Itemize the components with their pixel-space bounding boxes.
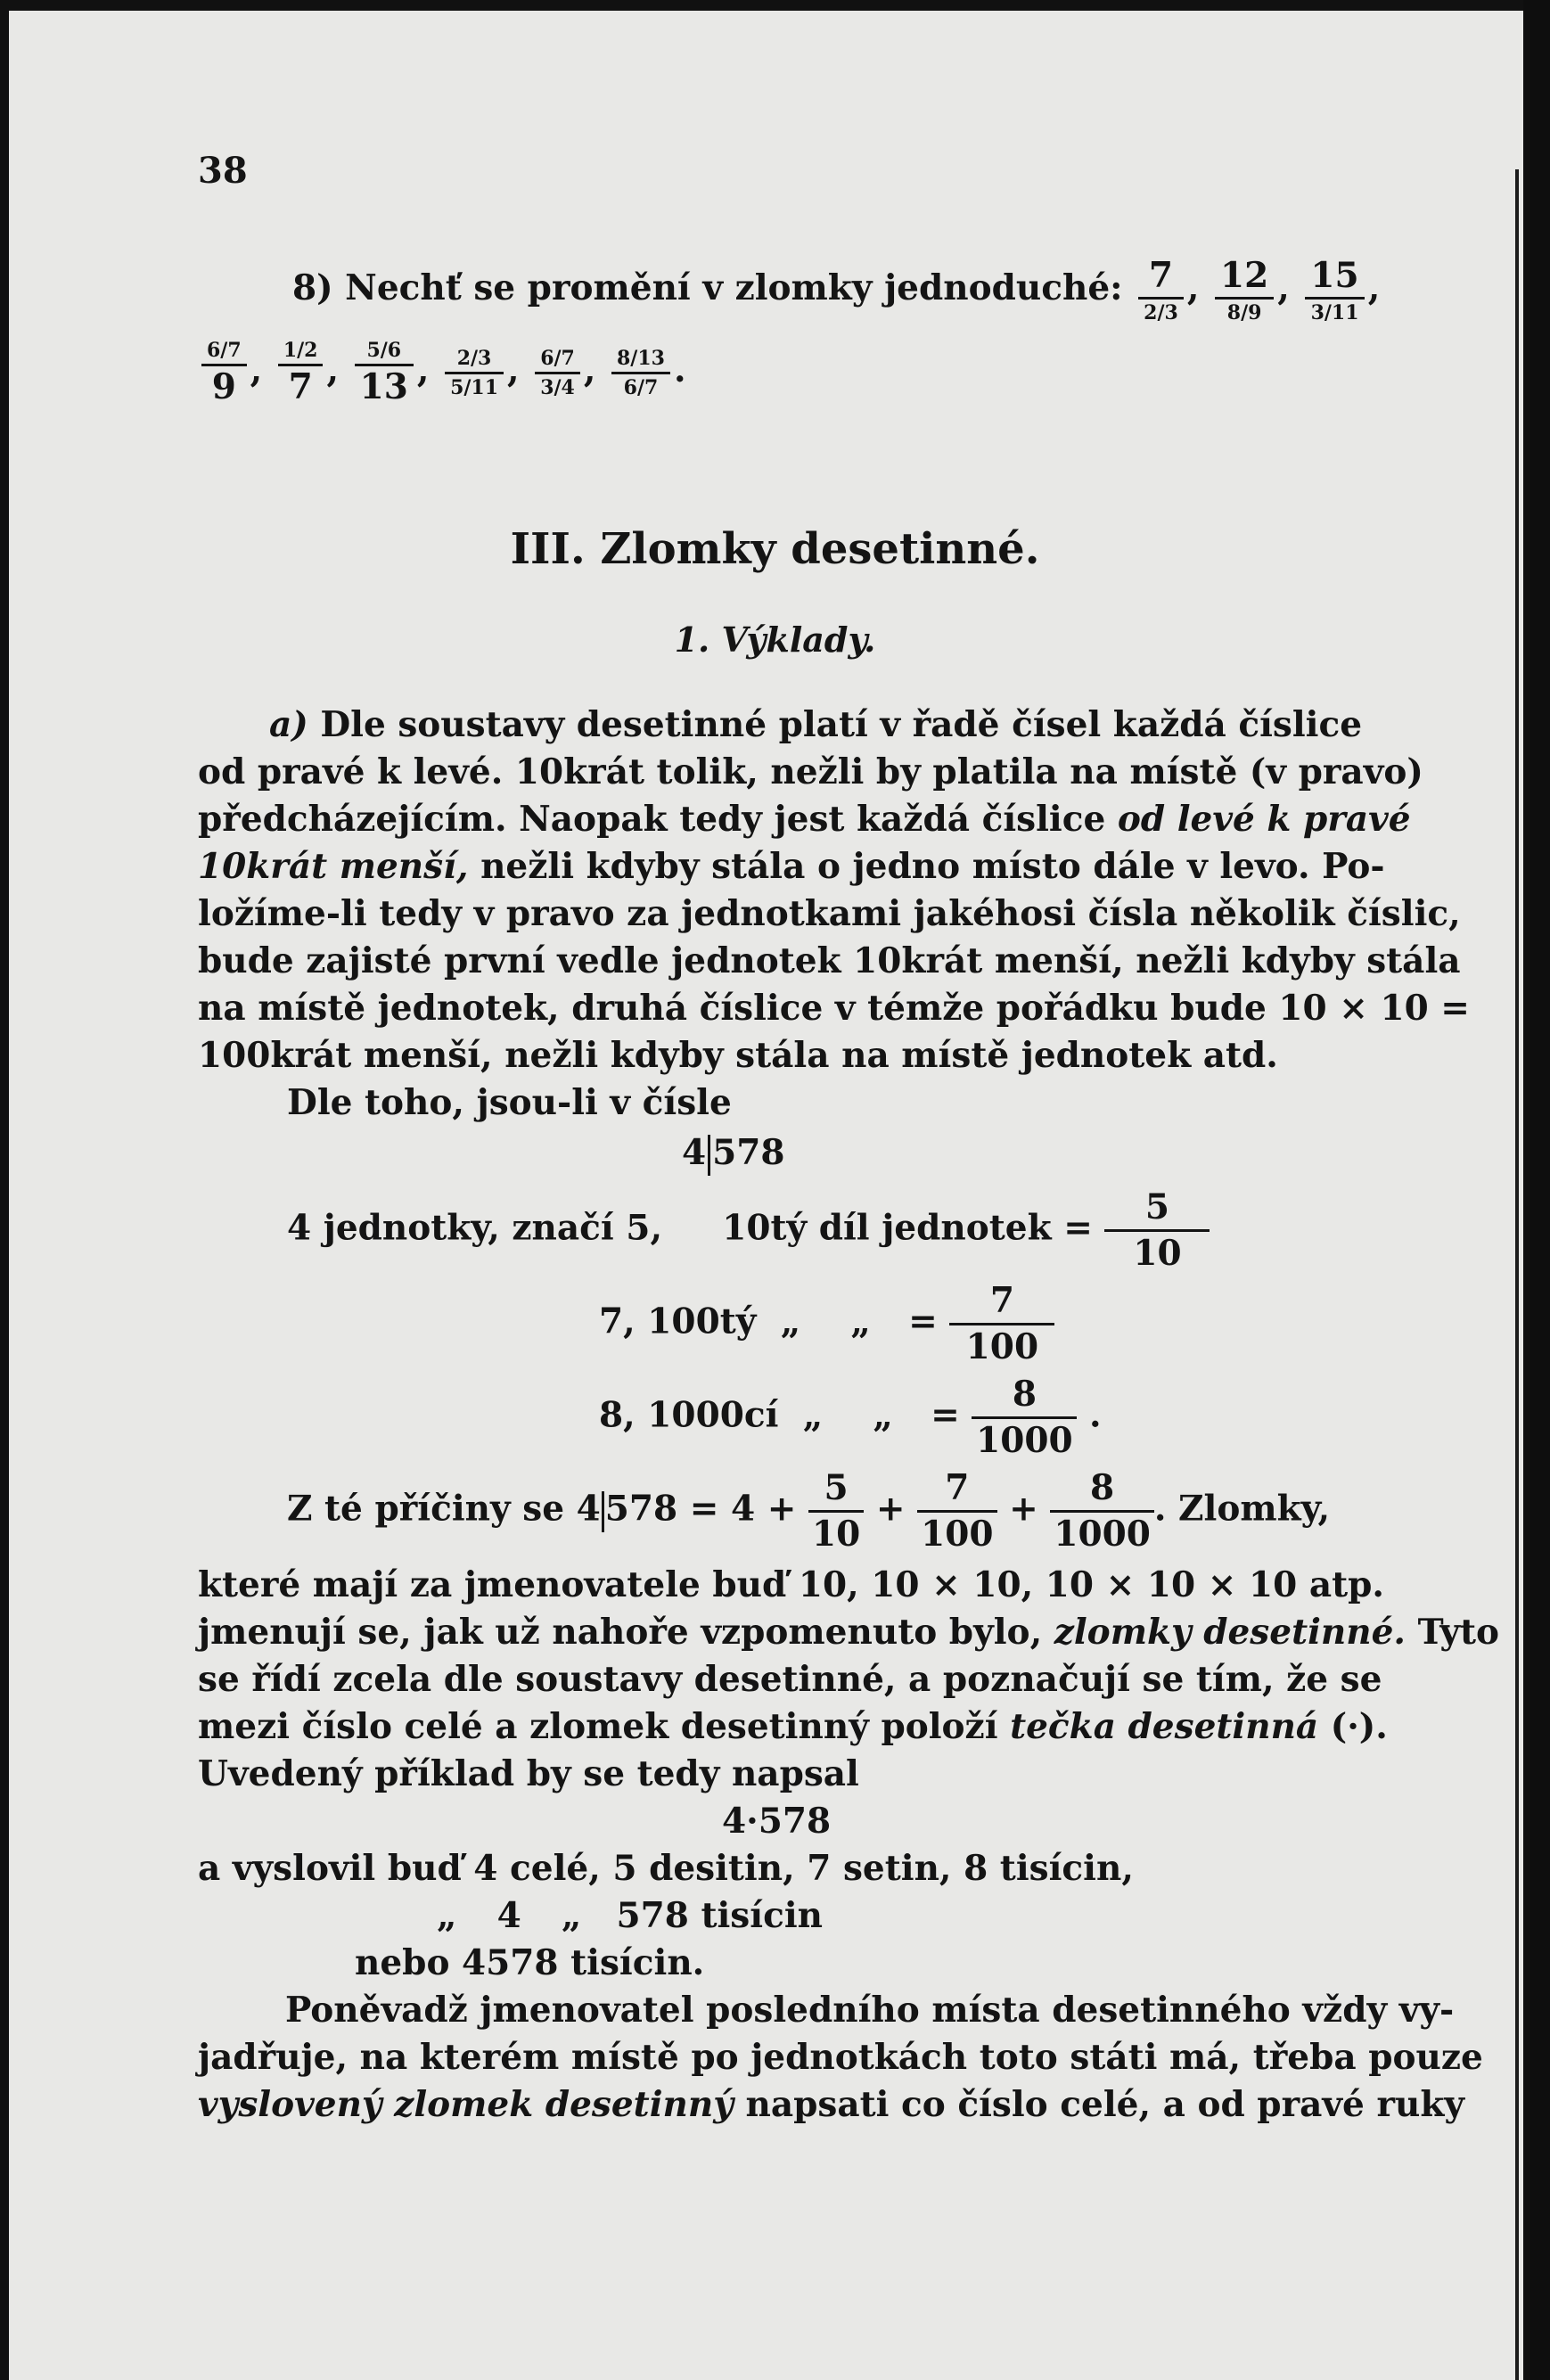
fraction — [972, 1374, 1077, 1461]
fraction-denominator: 8/9 — [1226, 301, 1262, 324]
paragraph-line: Dle toho, jsou-li v čísle — [287, 1082, 732, 1123]
ditto-mark: „ — [780, 1301, 801, 1342]
fraction — [1050, 1467, 1154, 1555]
section-title: III. Zlomky desetinné. — [510, 524, 1040, 574]
fraction-numerator: 8/13 — [611, 349, 670, 374]
fraction-numerator: 5 — [808, 1471, 864, 1513]
subsection-title: 1. Výklady. — [674, 620, 876, 660]
fraction-numerator: 6/7 — [535, 349, 580, 374]
fraction-denominator: 10 — [1133, 1233, 1182, 1274]
paragraph-line: bude zajisté první vedle jednotek 10krát menší, nežli kdyby stála — [198, 940, 1461, 981]
scan-top-border — [0, 0, 1550, 11]
paragraph-line-text: napsati co číslo celé, a od pravé ruky — [745, 2084, 1465, 2125]
number-part-units: 4 — [682, 1132, 707, 1173]
row-left-text: Z té příčiny se — [287, 1488, 565, 1530]
row-end-text: . Zlomky, — [1153, 1488, 1331, 1530]
fraction — [535, 346, 580, 399]
fraction-numerator: 8 — [1050, 1471, 1154, 1513]
number-part-decimals: 578 — [712, 1132, 785, 1173]
fraction-denominator: 2/3 — [1144, 301, 1178, 324]
emphasis: zlomky desetinné. — [1054, 1612, 1406, 1653]
fraction-numerator: 15 — [1305, 259, 1364, 300]
fraction-denominator: 6/7 — [623, 375, 659, 399]
paragraph-line: a vyslovil buď 4 celé, 5 desitin, 7 setin, 8 tisícin, — [198, 1848, 1134, 1889]
fraction-numerator: 5 — [1104, 1190, 1210, 1232]
paragraph-line — [198, 846, 1385, 887]
paragraph-line: na místě jednotek, druhá číslice v témže pořádku bude 10 × 10 = — [198, 988, 1470, 1029]
ditto-mark: „ — [561, 1895, 582, 1936]
equation-row — [599, 1280, 1054, 1367]
equation-row — [287, 1186, 1210, 1274]
ditto-mark: „ — [802, 1394, 824, 1436]
row-mid-text: 1000cí — [647, 1394, 779, 1436]
fraction — [1215, 255, 1274, 324]
paragraph-line: od pravé k levé. 10krát tolik, nežli by platila na místě (v pravo) — [198, 751, 1423, 792]
fraction-denominator: 1000 — [1054, 1514, 1151, 1555]
equals-sign: = — [931, 1394, 960, 1436]
equals-sign: = — [1063, 1207, 1093, 1249]
fraction-numerator: 6/7 — [201, 341, 247, 366]
paragraph-line-text: nežli kdyby stála o jedno místo dále v levo. Po- — [480, 846, 1385, 887]
fraction-numerator: 12 — [1215, 259, 1274, 300]
equation-row — [287, 1467, 1331, 1555]
fraction-numerator: 8 — [972, 1377, 1077, 1419]
fraction-numerator: 7 — [1138, 259, 1184, 300]
equals-sign: = — [908, 1301, 938, 1342]
paragraph-line: které mají za jmenovatele buď 10, 10 × 10, 10 × 10 × 10 atp. — [198, 1564, 1384, 1605]
fraction-numerator: 2/3 — [445, 349, 504, 374]
paragraph-line — [437, 1895, 823, 1936]
ditto-mark: „ — [873, 1394, 893, 1436]
emphasis: vyslovený zlomek desetinný — [198, 2084, 734, 2125]
fraction — [445, 346, 504, 399]
emphasis: 10krát menší, — [198, 846, 469, 887]
paragraph-line-text: Tyto — [1417, 1612, 1500, 1653]
fraction-numerator: 1/2 — [278, 341, 324, 366]
separator-bar — [708, 1135, 710, 1176]
paragraph-line: ložíme-li tedy v pravo za jednotkami jakéhosi čísla několik číslic, — [198, 893, 1461, 934]
paragraph-line — [198, 1706, 1388, 1747]
row-end-punct: . — [1088, 1394, 1102, 1436]
paragraph-line: 100krát menší, nežli kdyby stála na místě jednotek atd. — [198, 1035, 1278, 1076]
separator-bar — [602, 1491, 604, 1532]
fraction — [611, 346, 670, 399]
row-left-text: 8, — [599, 1394, 636, 1436]
number-part-decimals: 578 = 4 + — [604, 1488, 797, 1530]
paragraph-line-text: jmenují se, jak už nahoře vzpomenuto bylo, — [198, 1612, 1043, 1653]
emphasis: od levé k pravé — [1117, 799, 1411, 840]
decimal-number: 4·578 — [722, 1801, 832, 1842]
paragraph-line: jadřuje, na kterém místě po jednotkách toto státi má, třeba pouze — [198, 2037, 1483, 2078]
plus-sign: + — [1009, 1488, 1038, 1530]
row-mid-text: 100tý — [647, 1301, 757, 1342]
fraction-denominator: 9 — [211, 366, 236, 407]
example-number — [682, 1132, 785, 1176]
exercise-intro: 8) Nechť se promění v zlomky jednoduché: $\frac{7}{2/3}$ , $\frac{12}{8/9}$ , $\frac{15}{3/11}$ , — [292, 255, 1381, 324]
ditto-mark: „ — [437, 1895, 457, 1936]
paragraph-line-text: mezi číslo celé a zlomek desetinný položí — [198, 1706, 998, 1747]
fraction — [278, 341, 324, 405]
scan-right-border — [1523, 0, 1550, 2380]
row-mid-text: 10tý díl jednotek — [722, 1207, 1052, 1249]
fraction — [1104, 1186, 1210, 1274]
fraction — [1138, 255, 1184, 324]
fraction-denominator: 100 — [921, 1514, 994, 1555]
plus-sign: + — [875, 1488, 906, 1530]
paragraph-line-text: Poněvadž jmenovatel posledního místa desetinného vždy vy- — [285, 1990, 1455, 2031]
fraction-denominator: 5/11 — [450, 375, 499, 399]
fraction — [201, 341, 247, 405]
exercise-intro-text: 8) Nechť se promění v zlomky jednoduché: — [292, 267, 1123, 308]
fraction-numerator: 7 — [949, 1284, 1054, 1325]
paragraph-line-text: (·). — [1330, 1706, 1388, 1747]
paragraph-line — [198, 704, 1363, 745]
scan-left-border — [0, 0, 9, 2380]
list-marker: a) — [269, 704, 308, 745]
number-part-units: 4 — [576, 1488, 601, 1530]
paragraph-line: se řídí zcela dle soustavy desetinné, a poznačují se tím, že se — [198, 1659, 1382, 1700]
ditto-mark: „ — [850, 1301, 871, 1342]
fraction — [1305, 255, 1364, 324]
paragraph-line — [198, 1612, 1500, 1653]
fraction-denominator: 3/4 — [540, 375, 575, 399]
exercise-fractions-row: $\frac{6/7}{9}$ , $\frac{1/2}{7}$ , $\frac{5/6}{13}$ , $\frac{2/3}{5/11}$ , $\frac{6/7}{3/4}$ , $\frac{8/13}{6/7}$ . — [198, 341, 686, 405]
fraction-denominator: 13 — [359, 366, 408, 407]
equation-row — [599, 1374, 1102, 1461]
fraction-denominator: 10 — [811, 1514, 861, 1555]
fraction-numerator: 5/6 — [355, 341, 414, 366]
paragraph-line — [198, 2084, 1465, 2125]
fraction — [808, 1467, 864, 1555]
page-number: 38 — [198, 150, 248, 192]
fraction-denominator: 100 — [965, 1326, 1039, 1367]
fraction — [355, 341, 414, 405]
emphasis: tečka desetinná — [1010, 1706, 1319, 1747]
page-edge-line — [1515, 169, 1519, 2380]
paragraph-line-text: 4 — [496, 1895, 521, 1936]
row-left-text: 4 jednotky, značí 5, — [287, 1207, 663, 1249]
paragraph-line-text: Dle soustavy desetinné platí v řadě čísel každá číslice — [320, 704, 1363, 745]
paragraph-line: nebo 4578 tisícin. — [355, 1942, 705, 1983]
fraction-denominator: 3/11 — [1310, 301, 1359, 324]
fraction-numerator: 7 — [917, 1471, 996, 1513]
paragraph-line — [198, 799, 1411, 840]
paragraph-line-text: 578 tisícin — [616, 1895, 823, 1936]
row-left-text: 7, — [599, 1301, 636, 1342]
paragraph-line: Uvedený příklad by se tedy napsal — [198, 1753, 859, 1794]
fraction — [917, 1467, 996, 1555]
fraction-denominator: 1000 — [976, 1420, 1073, 1461]
paragraph-line-text: předcházejícím. Naopak tedy jest každá číslice — [198, 799, 1106, 840]
paragraph-line — [198, 1990, 1455, 2031]
fraction — [949, 1280, 1054, 1367]
fraction-denominator: 7 — [288, 366, 313, 407]
